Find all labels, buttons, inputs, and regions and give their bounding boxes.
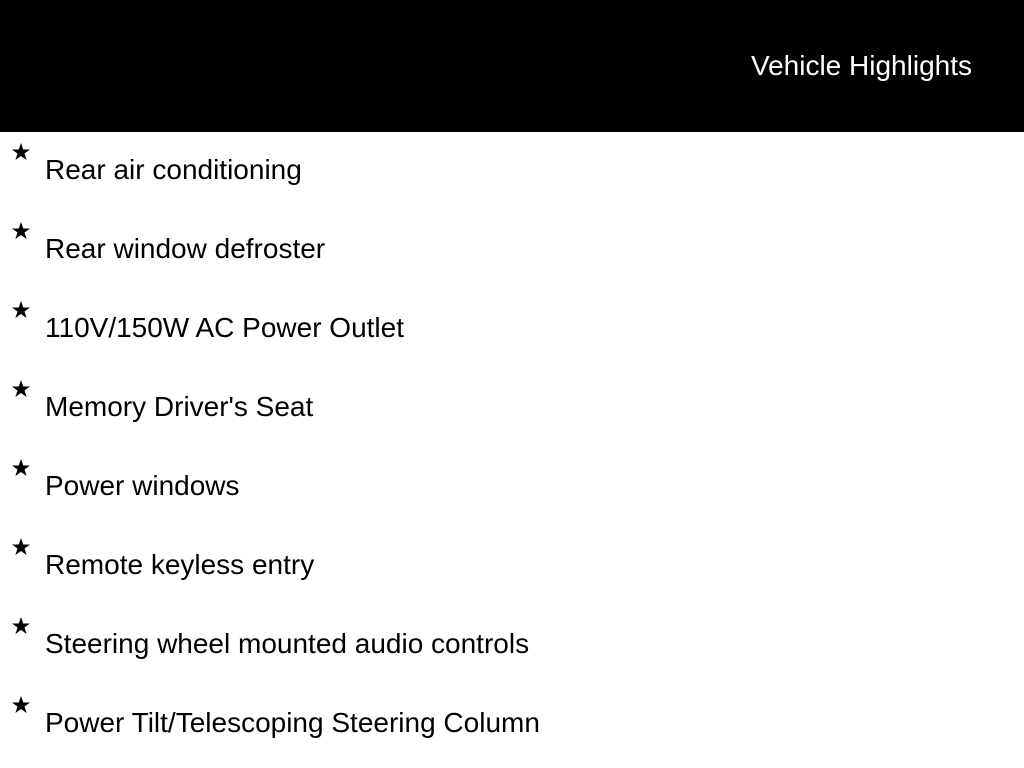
list-item	[0, 211, 1024, 264]
list-item	[0, 606, 1024, 659]
page-title: Vehicle Highlights	[750, 50, 972, 81]
star-icon	[11, 142, 31, 162]
star-icon	[11, 221, 31, 241]
star-icon	[11, 458, 31, 478]
highlight-label: Rear air conditioning	[45, 154, 302, 185]
highlight-label: Power windows	[45, 470, 240, 501]
highlight-label: 110V/150W AC Power Outlet	[45, 312, 404, 343]
highlight-label: Memory Driver's Seat	[45, 391, 314, 422]
header-bar	[0, 0, 1024, 132]
star-icon	[11, 616, 31, 636]
star-icon	[11, 695, 31, 715]
highlight-label: Power Tilt/Telescoping Steering Column	[45, 707, 540, 738]
star-icon	[11, 537, 31, 557]
highlight-label: Remote keyless entry	[45, 549, 315, 580]
highlight-label: Steering wheel mounted audio controls	[45, 628, 530, 659]
star-icon	[11, 379, 31, 399]
highlight-label: Rear window defroster	[45, 233, 326, 264]
list-item	[0, 448, 1024, 501]
list-item	[0, 685, 1024, 738]
list-item	[0, 369, 1024, 422]
list-item	[0, 527, 1024, 580]
list-item	[0, 290, 1024, 343]
list-item	[0, 132, 1024, 185]
star-icon	[11, 300, 31, 320]
